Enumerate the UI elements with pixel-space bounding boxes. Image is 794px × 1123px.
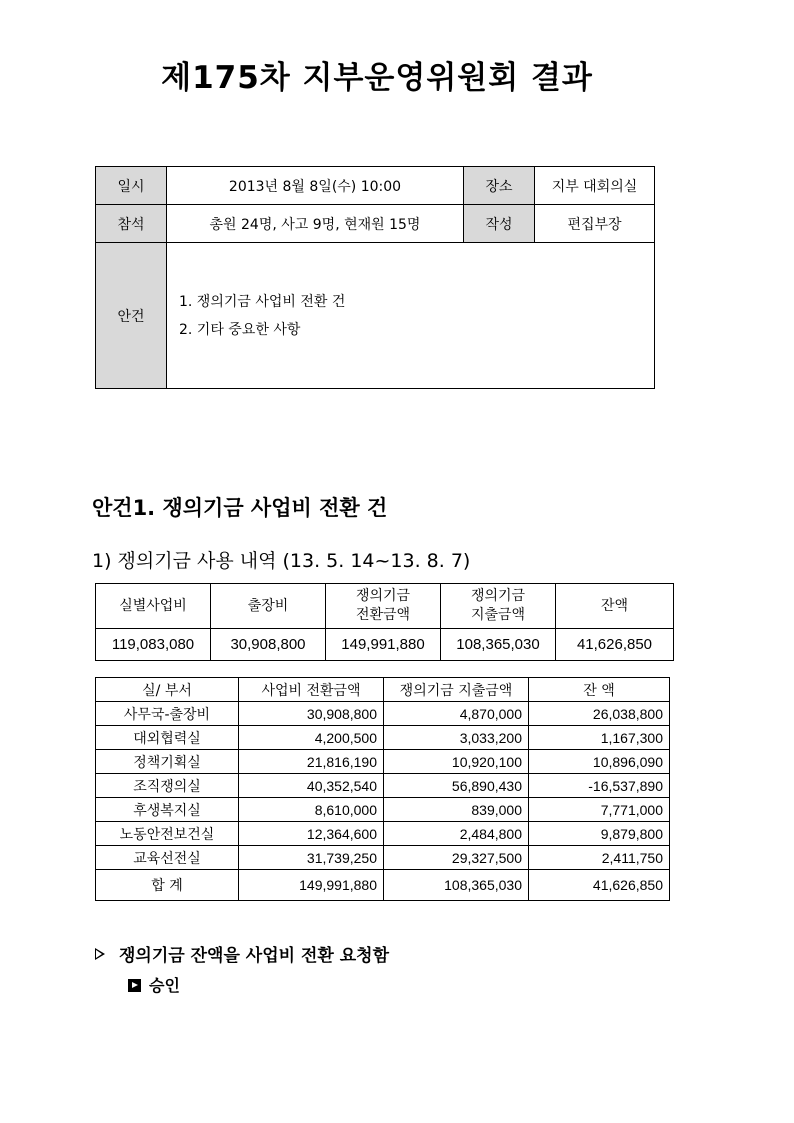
department-name: 정책기획실 xyxy=(96,750,239,774)
attendance-value: 총원 24명, 사고 9명, 현재원 15명 xyxy=(167,205,464,243)
detail-header: 쟁의기금 지출금액 xyxy=(384,678,529,702)
expenditure-amount: 839,000 xyxy=(384,798,529,822)
table-row xyxy=(96,726,670,750)
summary-value: 41,626,850 xyxy=(556,629,674,661)
agenda-list xyxy=(167,243,655,389)
meeting-info-table xyxy=(95,166,655,389)
balance-amount: 7,771,000 xyxy=(529,798,670,822)
total-conversion: 149,991,880 xyxy=(239,870,384,901)
conversion-amount: 40,352,540 xyxy=(239,774,384,798)
balance-amount: 26,038,800 xyxy=(529,702,670,726)
conversion-amount: 21,816,190 xyxy=(239,750,384,774)
agenda-label: 안건 xyxy=(96,243,167,389)
conversion-amount: 4,200,500 xyxy=(239,726,384,750)
summary-header: 실별사업비 xyxy=(96,584,211,629)
result-text: 승인 xyxy=(149,976,180,995)
result-line xyxy=(128,973,180,996)
department-name: 사무국-출장비 xyxy=(96,702,239,726)
writer-value: 편집부장 xyxy=(535,205,655,243)
total-balance: 41,626,850 xyxy=(529,870,670,901)
summary-value: 119,083,080 xyxy=(96,629,211,661)
document-title: 제175차 지부운영위원회 결과 xyxy=(161,60,593,96)
datetime-label: 일시 xyxy=(96,167,167,205)
table-row xyxy=(96,702,670,726)
section-heading: 안건1. 쟁의기금 사업비 전환 건 xyxy=(92,496,388,520)
balance-amount: -16,537,890 xyxy=(529,774,670,798)
agenda-item: 1. 쟁의기금 사업비 전환 건 xyxy=(179,293,346,310)
department-detail-table xyxy=(95,677,670,901)
conversion-amount: 31,739,250 xyxy=(239,846,384,870)
subsection-heading: 1) 쟁의기금 사용 내역 (13. 5. 14~13. 8. 7) xyxy=(92,550,471,572)
place-label: 장소 xyxy=(464,167,535,205)
summary-value: 30,908,800 xyxy=(211,629,326,661)
balance-amount: 10,896,090 xyxy=(529,750,670,774)
expenditure-amount: 10,920,100 xyxy=(384,750,529,774)
place-value: 지부 대회의실 xyxy=(535,167,655,205)
expenditure-amount: 56,890,430 xyxy=(384,774,529,798)
summary-header: 출장비 xyxy=(211,584,326,629)
total-label: 합 계 xyxy=(96,870,239,901)
department-name: 조직쟁의실 xyxy=(96,774,239,798)
detail-header: 실/ 부서 xyxy=(96,678,239,702)
table-row xyxy=(96,822,670,846)
balance-amount: 9,879,800 xyxy=(529,822,670,846)
conversion-amount: 12,364,600 xyxy=(239,822,384,846)
detail-rows xyxy=(96,702,670,870)
table-row xyxy=(96,846,670,870)
conversion-amount: 8,610,000 xyxy=(239,798,384,822)
request-line xyxy=(95,941,389,966)
department-name: 대외협력실 xyxy=(96,726,239,750)
balance-amount: 2,411,750 xyxy=(529,846,670,870)
balance-amount: 1,167,300 xyxy=(529,726,670,750)
writer-label: 작성 xyxy=(464,205,535,243)
summary-value: 108,365,030 xyxy=(441,629,556,661)
datetime-value: 2013년 8월 8일(수) 10:00 xyxy=(167,167,464,205)
conversion-amount: 30,908,800 xyxy=(239,702,384,726)
department-name: 노동안전보건실 xyxy=(96,822,239,846)
summary-header: 쟁의기금 전환금액 xyxy=(326,584,441,629)
table-row xyxy=(96,798,670,822)
triangle-bullet-icon xyxy=(95,948,105,960)
fund-summary-table xyxy=(95,583,674,661)
expenditure-amount: 4,870,000 xyxy=(384,702,529,726)
table-row xyxy=(96,750,670,774)
total-expenditure: 108,365,030 xyxy=(384,870,529,901)
summary-value: 149,991,880 xyxy=(326,629,441,661)
detail-header: 사업비 전환금액 xyxy=(239,678,384,702)
request-text: 쟁의기금 잔액을 사업비 전환 요청함 xyxy=(119,946,390,966)
department-name: 후생복지실 xyxy=(96,798,239,822)
expenditure-amount: 3,033,200 xyxy=(384,726,529,750)
summary-header: 쟁의기금 지출금액 xyxy=(441,584,556,629)
boxed-arrow-icon xyxy=(128,979,141,992)
table-row xyxy=(96,774,670,798)
department-name: 교육선전실 xyxy=(96,846,239,870)
expenditure-amount: 2,484,800 xyxy=(384,822,529,846)
summary-header: 잔액 xyxy=(556,584,674,629)
detail-header: 잔 액 xyxy=(529,678,670,702)
agenda-item: 2. 기타 중요한 사항 xyxy=(179,321,301,338)
attendance-label: 참석 xyxy=(96,205,167,243)
expenditure-amount: 29,327,500 xyxy=(384,846,529,870)
total-row xyxy=(96,870,670,901)
